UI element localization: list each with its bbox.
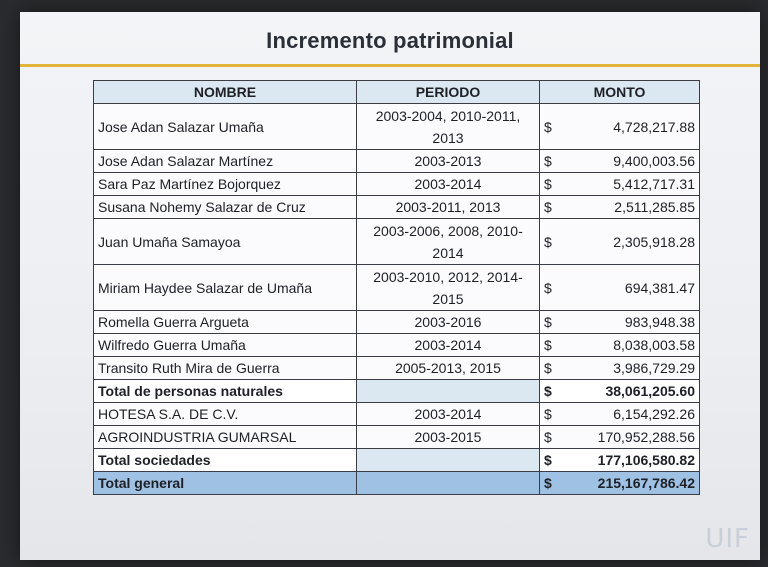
cell-monto [540, 472, 700, 495]
cell-periodo: 2003-2013 [357, 150, 540, 173]
table-row [94, 173, 700, 196]
currency-symbol: $ [544, 176, 552, 192]
currency-symbol: $ [544, 383, 552, 399]
subtotal-row [94, 449, 700, 472]
column-header-monto: MONTO [540, 81, 700, 104]
amount-value: 6,154,292.26 [613, 406, 695, 422]
amount-value: 5,412,717.31 [613, 176, 695, 192]
cell-monto [540, 357, 700, 380]
cell-monto [540, 426, 700, 449]
cell-nombre: Transito Ruth Mira de Guerra [94, 357, 357, 380]
currency-symbol: $ [544, 118, 552, 135]
cell-periodo [357, 380, 540, 403]
cell-monto [540, 150, 700, 173]
cell-nombre: AGROINDUSTRIA GUMARSAL [94, 426, 357, 449]
cell-periodo: 2003-2016 [357, 311, 540, 334]
cell-nombre: Total de personas naturales [94, 380, 357, 403]
currency-symbol: $ [544, 233, 552, 250]
cell-nombre: Susana Nohemy Salazar de Cruz [94, 196, 357, 219]
amount-value: 38,061,205.60 [605, 383, 695, 399]
table-row [94, 426, 700, 449]
table-row [94, 357, 700, 380]
cell-periodo: 2003-2015 [357, 426, 540, 449]
cell-monto [540, 334, 700, 357]
cell-monto [540, 219, 700, 265]
table-header-row [94, 81, 700, 104]
cell-monto [540, 449, 700, 472]
currency-symbol: $ [544, 153, 552, 169]
currency-symbol: $ [544, 314, 552, 330]
cell-periodo [357, 449, 540, 472]
currency-symbol: $ [544, 279, 552, 296]
currency-symbol: $ [544, 406, 552, 422]
cell-periodo: 2003-2014 [357, 173, 540, 196]
amount-value: 215,167,786.42 [597, 475, 695, 491]
cell-periodo: 2003-2004, 2010-2011, 2013 [357, 104, 540, 150]
table-row [94, 219, 700, 265]
cell-periodo: 2005-2013, 2015 [357, 357, 540, 380]
table-row [94, 334, 700, 357]
amount-value: 170,952,288.56 [597, 429, 695, 445]
cell-nombre: Jose Adan Salazar Umaña [94, 104, 357, 150]
cell-monto [540, 173, 700, 196]
cell-monto [540, 403, 700, 426]
currency-symbol: $ [544, 360, 552, 376]
amount-value: 983,948.38 [624, 314, 695, 330]
amount-value: 9,400,003.56 [613, 153, 695, 169]
amount-value: 694,381.47 [624, 279, 695, 296]
table-row [94, 150, 700, 173]
amount-value: 4,728,217.88 [613, 118, 695, 135]
slide-title: Incremento patrimonial [266, 28, 514, 53]
cell-nombre: Total general [94, 472, 357, 495]
amount-value: 177,106,580.82 [597, 452, 695, 468]
cell-nombre: Total sociedades [94, 449, 357, 472]
cell-nombre: Sara Paz Martínez Bojorquez [94, 173, 357, 196]
title-underline [20, 64, 760, 67]
amount-value: 3,986,729.29 [613, 360, 695, 376]
cell-nombre: Romella Guerra Argueta [94, 311, 357, 334]
cell-nombre: Jose Adan Salazar Martínez [94, 150, 357, 173]
subtotal-row [94, 380, 700, 403]
presentation-slide [20, 12, 760, 560]
amount-value: 8,038,003.58 [613, 337, 695, 353]
column-header-nombre: NOMBRE [94, 81, 357, 104]
amount-value: 2,305,918.28 [613, 233, 695, 250]
uif-logo: UIF [705, 524, 750, 554]
currency-symbol: $ [544, 429, 552, 445]
currency-symbol: $ [544, 199, 552, 215]
currency-symbol: $ [544, 337, 552, 353]
amount-value: 2,511,285.85 [614, 199, 695, 215]
cell-periodo: 2003-2006, 2008, 2010-2014 [357, 219, 540, 265]
cell-monto [540, 196, 700, 219]
cell-monto [540, 265, 700, 311]
cell-periodo: 2003-2014 [357, 403, 540, 426]
cell-nombre: HOTESA S.A. DE C.V. [94, 403, 357, 426]
cell-nombre: Wilfredo Guerra Umaña [94, 334, 357, 357]
currency-symbol: $ [544, 452, 552, 468]
column-header-periodo: PERIODO [357, 81, 540, 104]
table-row [94, 403, 700, 426]
patrimony-table [93, 80, 700, 495]
cell-monto [540, 311, 700, 334]
table-row [94, 104, 700, 150]
cell-monto [540, 104, 700, 150]
grand-total-row [94, 472, 700, 495]
cell-periodo: 2003-2010, 2012, 2014-2015 [357, 265, 540, 311]
cell-nombre: Miriam Haydee Salazar de Umaña [94, 265, 357, 311]
table-row [94, 311, 700, 334]
cell-periodo [357, 472, 540, 495]
table-row [94, 265, 700, 311]
cell-periodo: 2003-2011, 2013 [357, 196, 540, 219]
currency-symbol: $ [544, 475, 552, 491]
cell-monto [540, 380, 700, 403]
cell-nombre: Juan Umaña Samayoa [94, 219, 357, 265]
table-row [94, 196, 700, 219]
cell-periodo: 2003-2014 [357, 334, 540, 357]
